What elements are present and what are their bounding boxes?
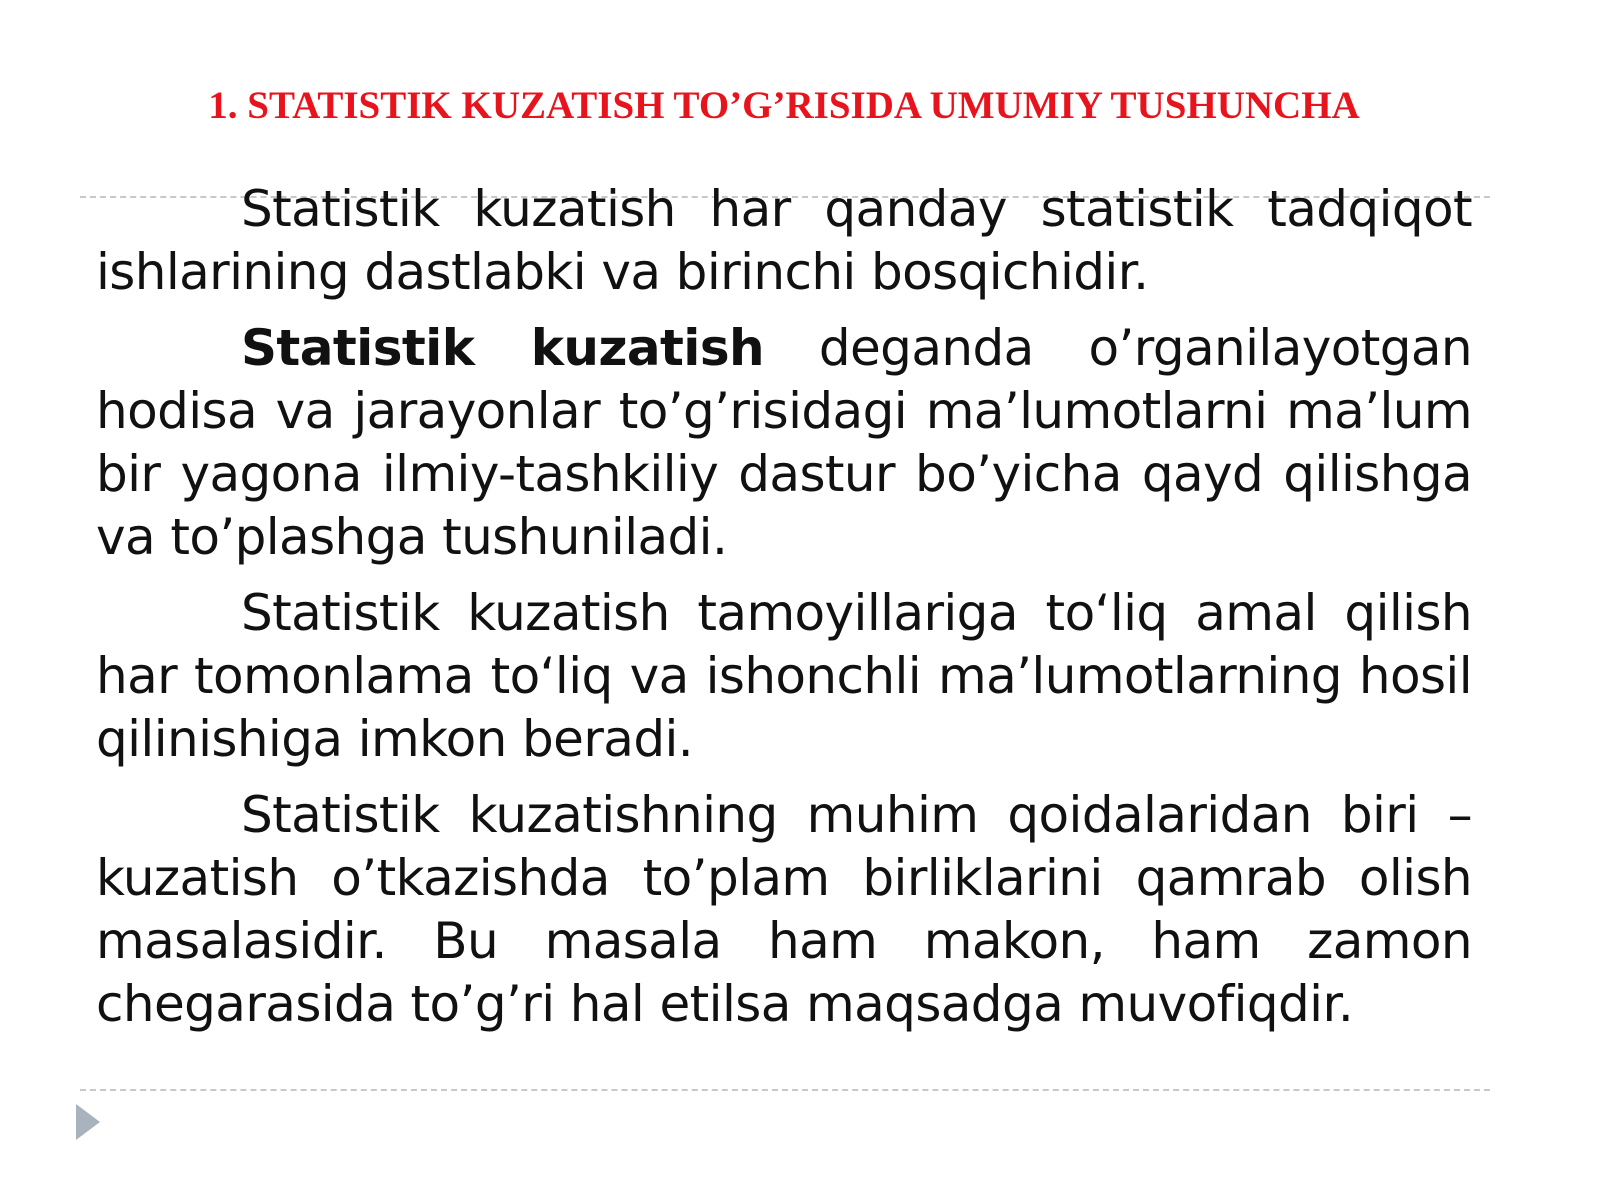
- paragraph-1-text: Statistik kuzatish har qanday statistik tadqiqot ishlarining dastlabki va birinchi bosqichidir.: [96, 180, 1472, 301]
- bottom-divider: [80, 1089, 1490, 1091]
- paragraph-1: [96, 178, 1472, 304]
- slide-title: 1. STATISTIK KUZATISH TO’G’RISIDA UMUMIY TUSHUNCHA: [208, 84, 1360, 127]
- paragraph-2-term: Statistik kuzatish: [241, 319, 765, 377]
- paragraph-2-text: deganda o’rganilayotgan hodisa va jarayonlar to’g’risidagi ma’lumotlarni ma’lum bir yagona ilmiy-tashkiliy dastur bo’yicha qayd qilishga va to’plashga tushuniladi.: [96, 319, 1472, 566]
- slide-body: [96, 178, 1472, 1049]
- paragraph-4: [96, 784, 1472, 1036]
- paragraph-3-text: Statistik kuzatish tamoyillariga to‘liq amal qilish har tomonlama to‘liq va ishonchli ma’lumotlarning hosil qilinishiga imkon beradi.: [96, 584, 1472, 768]
- paragraph-3: [96, 582, 1472, 771]
- play-arrow-icon[interactable]: [76, 1104, 100, 1140]
- paragraph-2: [96, 317, 1472, 569]
- paragraph-4-text: Statistik kuzatishning muhim qoidalaridan biri – kuzatish o’tkazishda to’plam birliklarini qamrab olish masalasidir. Bu masala ham makon, ham zamon chegarasida to’g’ri hal etilsa maqsadga muvofiqdir.: [96, 786, 1472, 1033]
